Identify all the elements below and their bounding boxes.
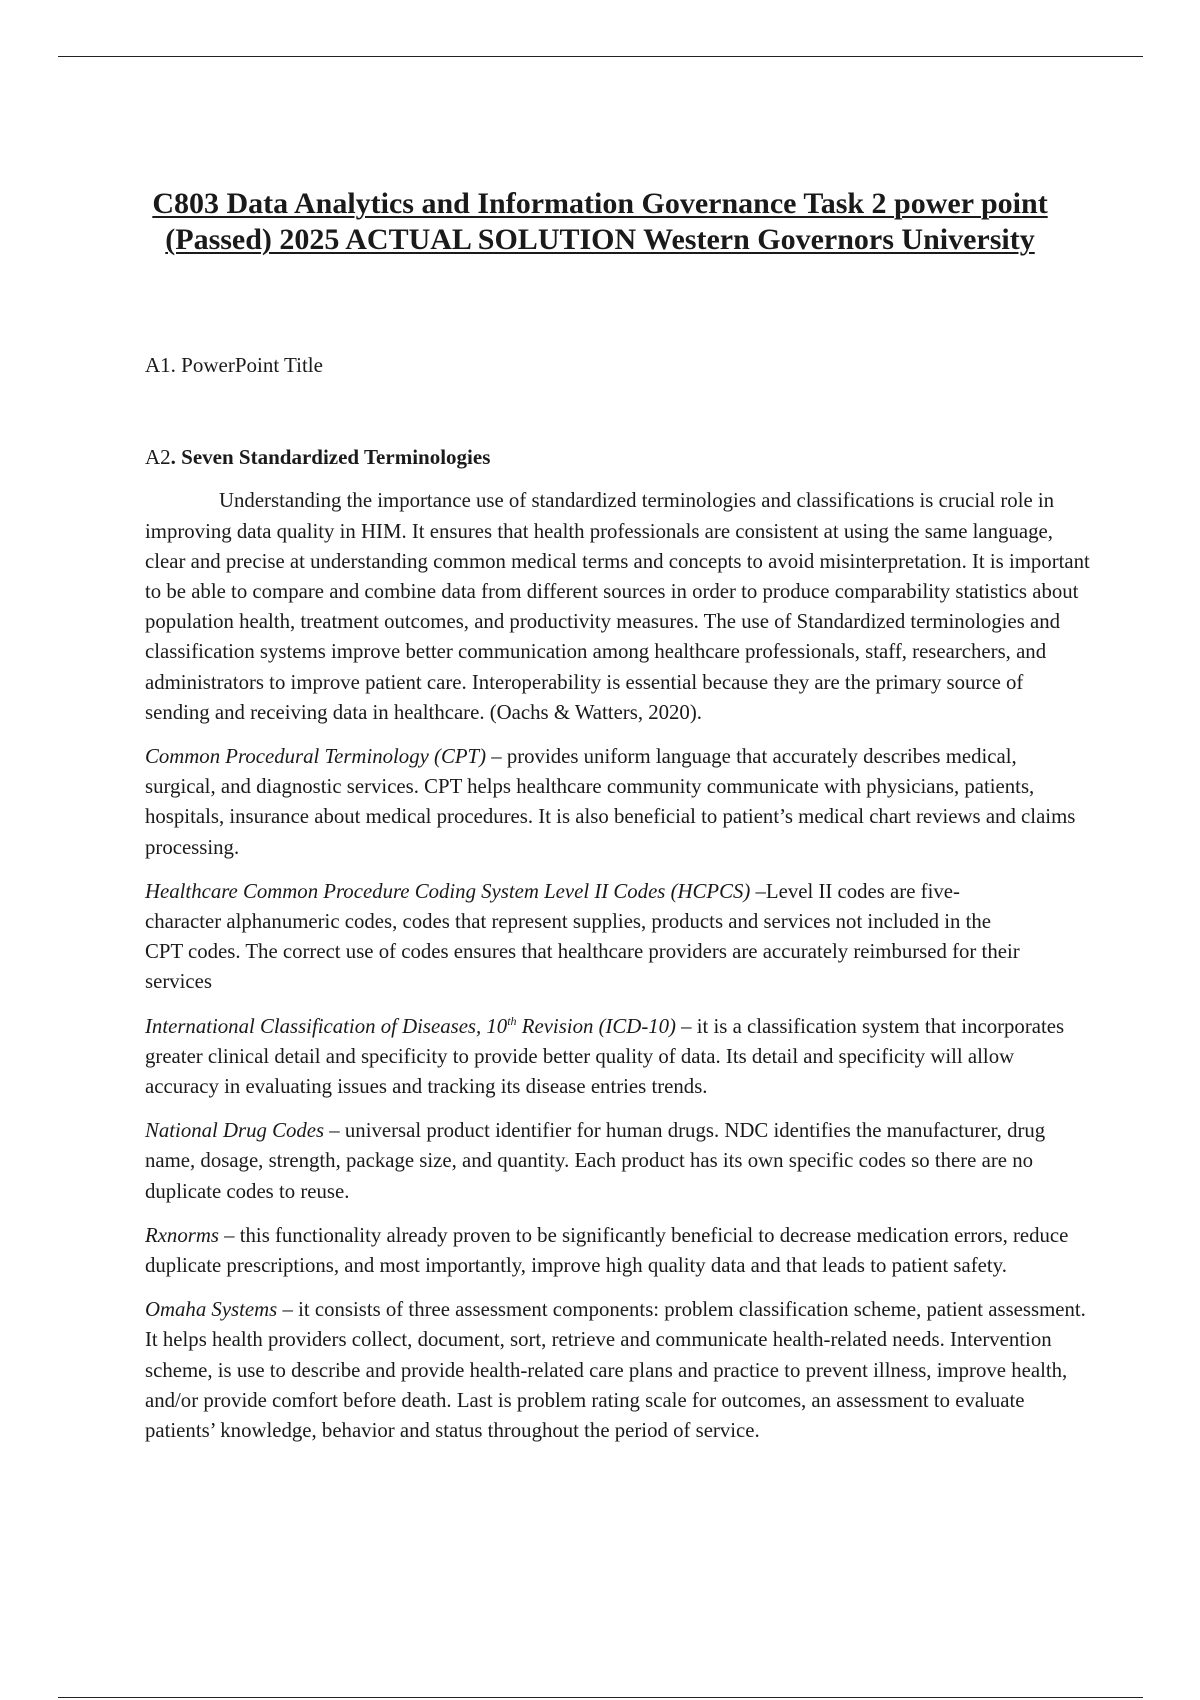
term-name-icd10-start: International Classification of Diseases, 10 — [145, 1014, 508, 1038]
term-paragraph-omaha — [145, 1295, 1090, 1446]
term-paragraph-hcpcs — [145, 877, 1025, 998]
term-name-icd10-end: Revision (ICD-10) — [516, 1014, 676, 1038]
term-text-icd10: – it is a classification system that incorporates greater clinical detail and specificity to provide better quality of data. Its detail and specificity will allow accuracy in evaluating issues and tracking its disease entries trends. — [145, 1014, 1065, 1099]
document-title: C803 Data Analytics and Information Governance Task 2 power point (Passed) 2025 ACTUAL SOLUTION Western Governors University — [152, 187, 1048, 256]
section-a2-title: . Seven Standardized Terminologies — [170, 445, 491, 470]
term-paragraph-icd10 — [145, 1012, 1090, 1103]
term-text-omaha: – it consists of three assessment components: problem classification scheme, patient assessment. It helps health providers collect, document, sort, retrieve and communicate health-related needs. Intervention scheme, is use to describe and provide health-related care plans and practice to prevent illness, improve health, and/or provide comfort before death. Last is problem rating scale for outcomes, an assessment to evaluate patients’ knowledge, behavior and status throughout the period of service. — [145, 1298, 1086, 1443]
term-name-omaha: Omaha Systems — [145, 1298, 278, 1322]
term-text-cpt: – provides uniform language that accurately describes medical, surgical, and diagnostic services. CPT helps healthcare community communicate with physicians, patients, hospitals, insurance about medical procedures. It is also beneficial to patient’s medical chart reviews and claims processing. — [145, 745, 1076, 859]
footer-rule — [58, 1697, 1143, 1698]
section-a2-heading — [145, 442, 1090, 472]
document-body — [145, 350, 1090, 1446]
term-name-cpt: Common Procedural Terminology (CPT) — [145, 745, 487, 769]
term-text-hcpcs: –Level II codes are five-character alphanumeric codes, codes that represent supplies, products and services not included in the CPT codes. The correct use of codes ensures that healthcare providers are accurately reimbursed for their services — [145, 879, 1020, 994]
term-paragraph-ndc — [145, 1116, 1090, 1207]
term-text-rxnorms: – this functionality already proven to be significantly beneficial to decrease medication errors, reduce duplicate prescriptions, and most importantly, improve high quality data and that leads to patient safety. — [145, 1223, 1069, 1278]
term-paragraph-cpt — [145, 742, 1090, 863]
term-name-icd10-superscript: th — [507, 1013, 517, 1028]
term-text-ndc: – universal product identifier for human drugs. NDC identifies the manufacturer, drug name, dosage, strength, package size, and quantity. Each product has its own specific codes so there are no duplicate codes to reuse. — [145, 1119, 1046, 1203]
section-a1-heading: A1. PowerPoint Title — [145, 353, 323, 377]
term-name-rxnorms: Rxnorms — [145, 1223, 219, 1247]
header-rule — [58, 56, 1143, 57]
intro-paragraph: Understanding the importance use of standardized terminologies and classifications is crucial role in improving data quality in HIM. It ensures that health professionals are consistent at using the same language, clear and precise at understanding common medical terms and concepts to avoid misinterpretation. It is important to be able to compare and combine data from different sources in order to produce comparability statistics about population health, treatment outcomes, and productivity measures. The use of Standardized terminologies and classification systems improve better communication among healthcare professionals, staff, researchers, and administrators to improve patient care. Interoperability is essential because they are the primary source of sending and receiving data in healthcare. (Oachs & Watters, 2020). — [145, 489, 1090, 724]
term-name-hcpcs: Healthcare Common Procedure Coding System Level II Codes (HCPCS) — [145, 879, 751, 903]
term-paragraph-rxnorms — [145, 1221, 1090, 1281]
term-name-ndc: National Drug Codes — [145, 1119, 325, 1143]
term-name-icd10 — [145, 1015, 676, 1038]
section-a2-prefix: A2 — [145, 445, 171, 470]
